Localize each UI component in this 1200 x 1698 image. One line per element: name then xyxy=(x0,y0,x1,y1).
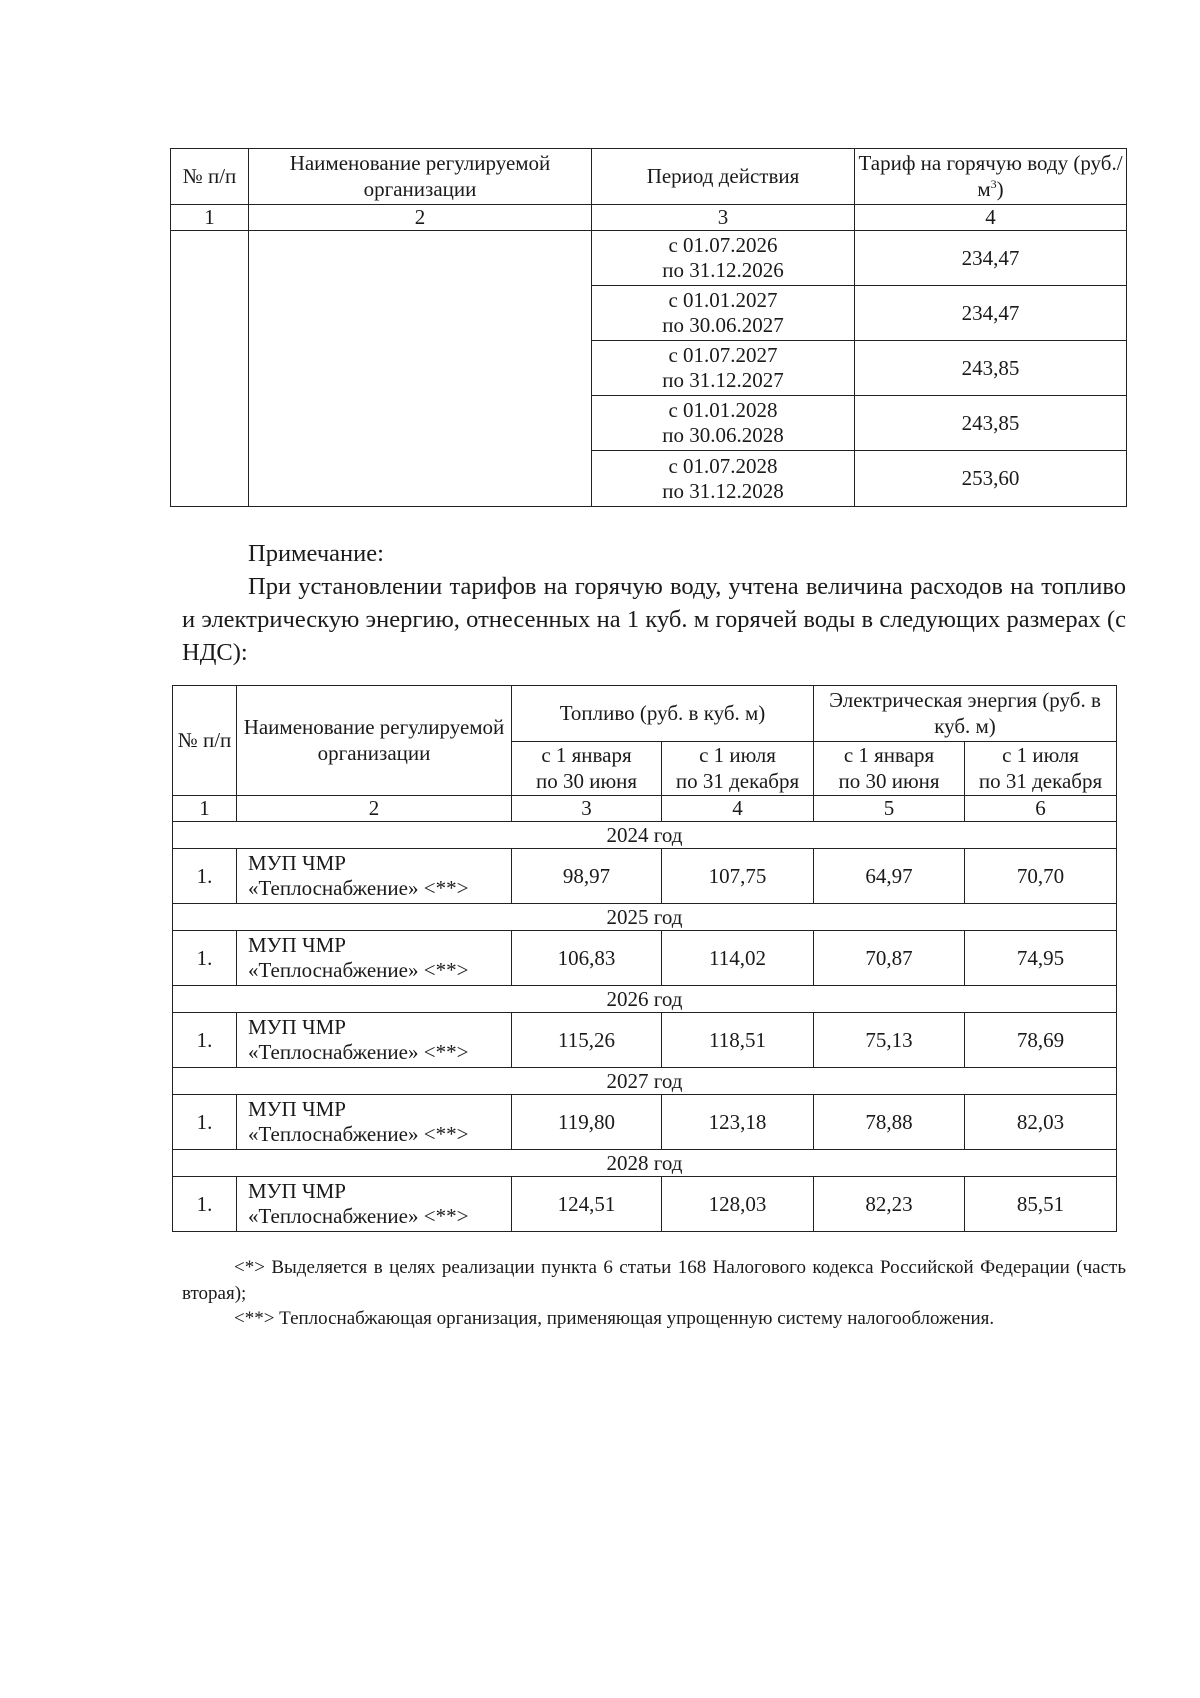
header-line: с 1 июля xyxy=(699,743,776,768)
row-num: 1. xyxy=(173,931,237,986)
org-line: МУП ЧМР xyxy=(248,1097,346,1121)
period-from: с 01.07.2028 xyxy=(668,453,778,478)
column-number-row xyxy=(173,796,1117,822)
fuel-energy-cost-table xyxy=(172,685,1117,1232)
year-row xyxy=(173,986,1117,1013)
header-line: по 31 декабря xyxy=(978,768,1103,793)
header-line: по 30 июня xyxy=(535,768,638,793)
header-num: № п/п xyxy=(173,686,237,796)
electric-h1-value: 82,23 xyxy=(814,1177,965,1232)
electric-h2-value: 78,69 xyxy=(965,1013,1117,1068)
header-line: с 1 июля xyxy=(1002,743,1079,768)
header-line: по 31 декабря xyxy=(675,768,800,793)
org-name xyxy=(237,849,512,904)
fuel-h1-value: 124,51 xyxy=(512,1177,662,1232)
fuel-h2-value: 114,02 xyxy=(662,931,814,986)
footnotes xyxy=(182,1255,1126,1332)
header-org: Наименование регулируемой организации xyxy=(249,149,592,205)
col-num-4: 4 xyxy=(855,205,1127,231)
fuel-h2-value: 123,18 xyxy=(662,1095,814,1150)
fuel-h2-value: 107,75 xyxy=(662,849,814,904)
year-row xyxy=(173,1068,1117,1095)
col-num-3: 3 xyxy=(592,205,855,231)
period-from: с 01.07.2027 xyxy=(668,343,778,367)
col-num-2: 2 xyxy=(237,796,512,822)
fuel-h1-value: 106,83 xyxy=(512,931,662,986)
org-line: «Теплоснабжение» <**> xyxy=(248,876,469,901)
header-fuel: Топливо (руб. в куб. м) xyxy=(512,686,814,742)
footnote-2: <**> Теплоснабжающая организация, применяющая упрощенную систему налогообложения. xyxy=(234,1308,995,1330)
period-cell xyxy=(592,286,855,341)
org-line: МУП ЧМР xyxy=(248,851,346,875)
row-num: 1. xyxy=(173,1095,237,1150)
electric-h1-value: 78,88 xyxy=(814,1095,965,1150)
row-num: 1. xyxy=(173,1013,237,1068)
org-line: МУП ЧМР xyxy=(248,933,346,957)
column-number-row xyxy=(171,205,1127,231)
year-label: 2028 год xyxy=(173,1150,1117,1177)
electric-h1-value: 64,97 xyxy=(814,849,965,904)
header-fuel-h2 xyxy=(662,742,814,796)
table-row xyxy=(173,1095,1117,1150)
org-name xyxy=(237,931,512,986)
note-block xyxy=(182,537,1126,669)
org-name xyxy=(237,1013,512,1068)
header-num: № п/п xyxy=(171,149,249,205)
tariff-cell: 243,85 xyxy=(855,396,1127,451)
tariff-cell: 253,60 xyxy=(855,451,1127,507)
header-line: с 1 января xyxy=(541,743,632,768)
footnote-1: <*> Выделяется в целях реализации пункта 6 статьи 168 Налогового кодекса Российской Федерации (часть вторая); xyxy=(182,1257,1126,1304)
org-cell-empty xyxy=(249,231,592,507)
tariff-cell: 243,85 xyxy=(855,341,1127,396)
org-line: МУП ЧМР xyxy=(248,1179,346,1203)
header-org: Наименование регулируемой организации xyxy=(237,686,512,796)
period-cell xyxy=(592,451,855,507)
period-cell xyxy=(592,396,855,451)
org-name xyxy=(237,1177,512,1232)
col-num-2: 2 xyxy=(249,205,592,231)
year-row xyxy=(173,822,1117,849)
col-num-5: 5 xyxy=(814,796,965,822)
header-line: по 30 июня xyxy=(838,768,940,793)
org-name xyxy=(237,1095,512,1150)
year-row xyxy=(173,1150,1117,1177)
fuel-h1-value: 119,80 xyxy=(512,1095,662,1150)
col-num-6: 6 xyxy=(965,796,1117,822)
num-cell-empty xyxy=(171,231,249,507)
period-to: по 31.12.2027 xyxy=(662,368,784,393)
year-label: 2025 год xyxy=(173,904,1117,931)
hot-water-tariff-table xyxy=(170,148,1127,507)
period-to: по 30.06.2027 xyxy=(662,313,784,338)
table-header-row xyxy=(171,149,1127,205)
electric-h2-value: 85,51 xyxy=(965,1177,1117,1232)
table-row xyxy=(173,849,1117,904)
org-line: МУП ЧМР xyxy=(248,1015,346,1039)
period-to: по 31.12.2026 xyxy=(662,258,784,283)
table-row xyxy=(173,931,1117,986)
col-num-1: 1 xyxy=(171,205,249,231)
period-to: по 30.06.2028 xyxy=(662,423,784,448)
electric-h2-value: 70,70 xyxy=(965,849,1117,904)
col-num-4: 4 xyxy=(662,796,814,822)
note-heading: Примечание: xyxy=(248,540,384,567)
fuel-h1-value: 98,97 xyxy=(512,849,662,904)
year-row xyxy=(173,904,1117,931)
year-label: 2024 год xyxy=(173,822,1117,849)
note-text: При установлении тарифов на горячую воду, учтена величина расходов на топливо и электрическую энергию, отнесенных на 1 куб. м горячей воды в следующих размерах (с НДС): xyxy=(182,573,1126,667)
table-row xyxy=(171,231,1127,286)
electric-h1-value: 75,13 xyxy=(814,1013,965,1068)
period-cell xyxy=(592,231,855,286)
year-label: 2026 год xyxy=(173,986,1117,1013)
period-from: с 01.01.2027 xyxy=(668,288,778,312)
period-from: с 01.01.2028 xyxy=(668,398,778,422)
electric-h2-value: 82,03 xyxy=(965,1095,1117,1150)
fuel-h1-value: 115,26 xyxy=(512,1013,662,1068)
header-electric-h2 xyxy=(965,742,1117,796)
period-to: по 31.12.2028 xyxy=(662,478,784,503)
row-num: 1. xyxy=(173,1177,237,1232)
header-line: с 1 января xyxy=(843,743,935,768)
col-num-3: 3 xyxy=(512,796,662,822)
org-line: «Теплоснабжение» <**> xyxy=(248,1122,469,1147)
tariff-cell: 234,47 xyxy=(855,286,1127,341)
col-num-1: 1 xyxy=(173,796,237,822)
period-cell xyxy=(592,341,855,396)
header-fuel-h1 xyxy=(512,742,662,796)
header-electric-h1 xyxy=(814,742,965,796)
period-from: с 01.07.2026 xyxy=(668,233,778,257)
header-tariff: Тариф на горячую воду $(руб./м^3)$ xyxy=(855,149,1127,205)
row-num: 1. xyxy=(173,849,237,904)
table-header-row xyxy=(173,686,1117,742)
year-label: 2027 год xyxy=(173,1068,1117,1095)
header-period: Период действия xyxy=(592,149,855,205)
tariff-cell: 234,47 xyxy=(855,231,1127,286)
table-row xyxy=(173,1013,1117,1068)
org-line: «Теплоснабжение» <**> xyxy=(248,1204,469,1229)
electric-h2-value: 74,95 xyxy=(965,931,1117,986)
header-electric: Электрическая энергия (руб. в куб. м) xyxy=(814,686,1117,742)
org-line: «Теплоснабжение» <**> xyxy=(248,958,469,983)
fuel-h2-value: 118,51 xyxy=(662,1013,814,1068)
org-line: «Теплоснабжение» <**> xyxy=(248,1040,469,1065)
fuel-h2-value: 128,03 xyxy=(662,1177,814,1232)
electric-h1-value: 70,87 xyxy=(814,931,965,986)
table-row xyxy=(173,1177,1117,1232)
